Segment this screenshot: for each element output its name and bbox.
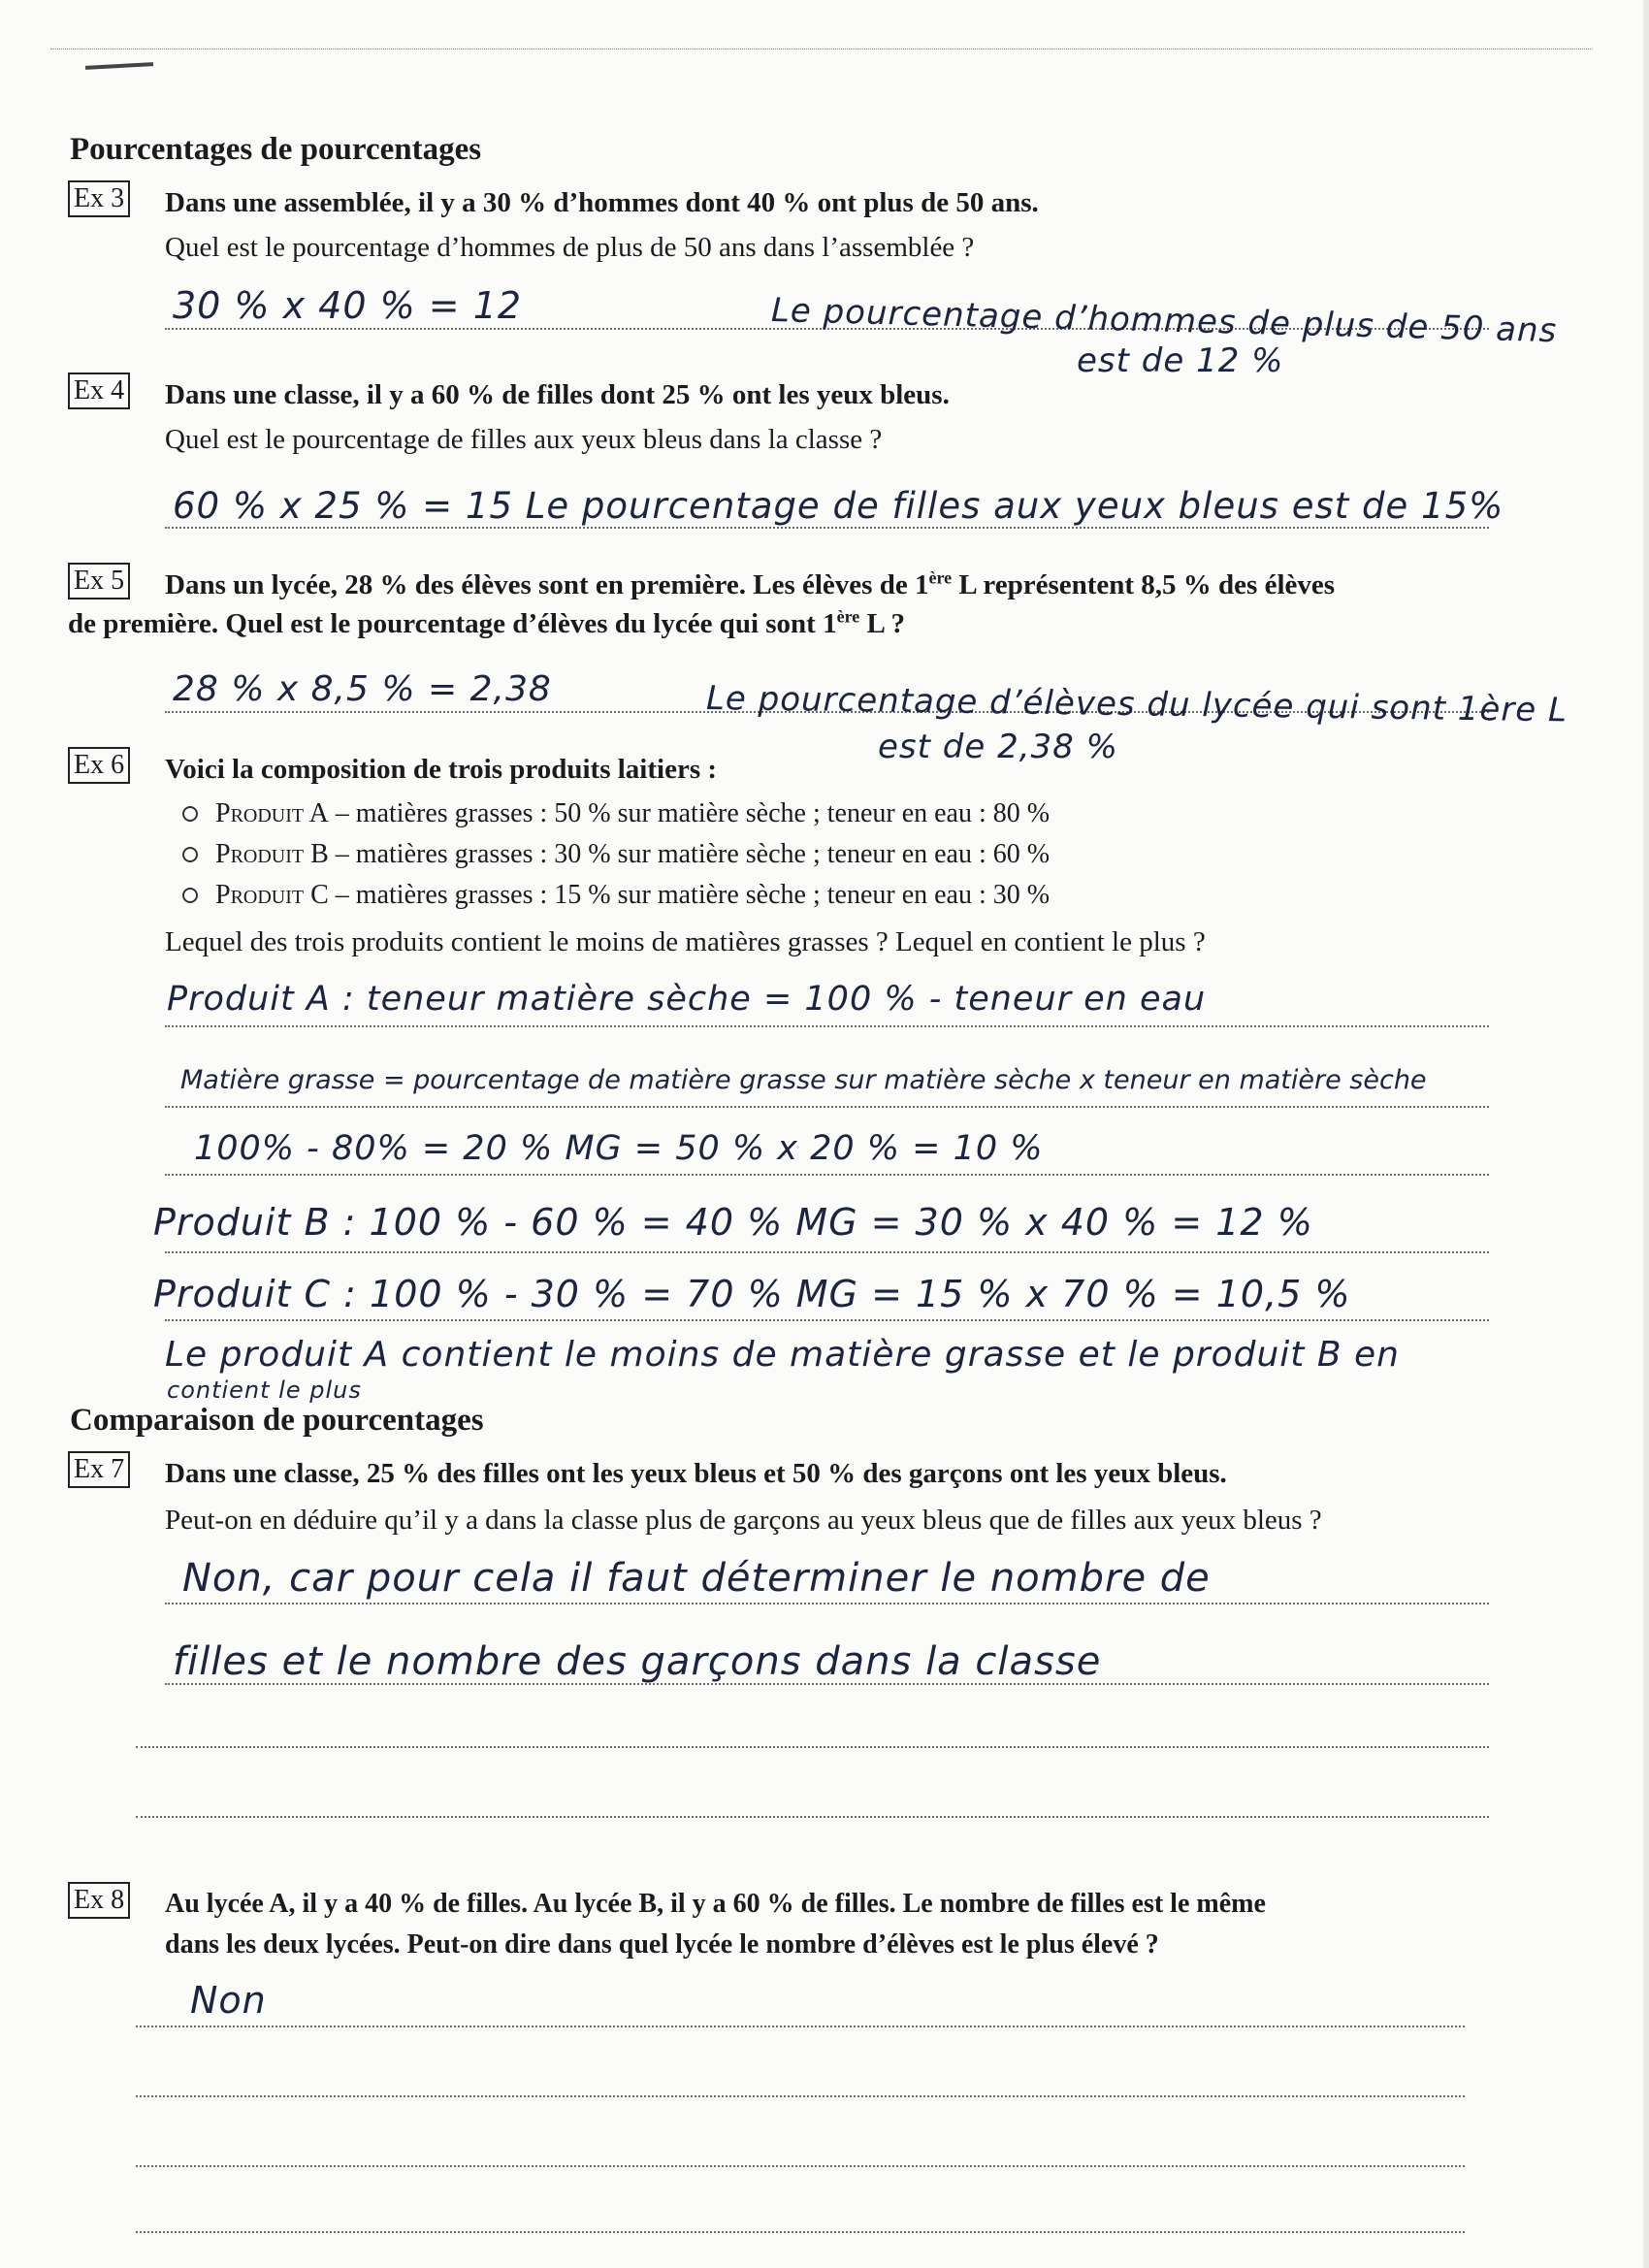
ex5-statement-line1: Dans un lycée, 28 % des élèves sont en première. Les élèves de 1ère L représentent 8,5 % des élèves: [165, 567, 1336, 600]
answer-line: [165, 1106, 1489, 1108]
page-edge: [1643, 0, 1649, 2268]
answer-line: [136, 2165, 1465, 2167]
ex6-question: Lequel des trois produits contient le moins de matières grasses ? Lequel en contient le plus ?: [165, 926, 1206, 957]
ex4-question: Quel est le pourcentage de filles aux yeux bleus dans la classe ?: [165, 424, 883, 455]
ex4-answer: 60 % x 25 % = 15 Le pourcentage de filles aux yeux bleus est de 15%: [173, 485, 1504, 527]
ex5-statement-line2: de première. Quel est le pourcentage d’élèves du lycée qui sont 1ère L ?: [68, 606, 905, 639]
ex6-product-c: Produit C – matières grasses : 15 % sur matière sèche ; teneur en eau : 30 %: [182, 877, 1050, 914]
ex6-answer-line6: Le produit A contient le moins de matière grasse et le produit B en: [165, 1335, 1400, 1375]
answer-line: [165, 1603, 1489, 1604]
ex3-statement: Dans une assemblée, il y a 30 % d’hommes dont 40 % ont plus de 50 ans.: [165, 187, 1039, 218]
ex5-label: Ex 5: [68, 563, 130, 599]
ex6-answer-line1: Produit A : teneur matière sèche = 100 % - teneur en eau: [167, 980, 1207, 1019]
ex8-label: Ex 8: [68, 1882, 130, 1919]
bullet-icon: [182, 806, 198, 822]
answer-line: [136, 2025, 1465, 2027]
scan-mark: [85, 62, 153, 70]
ex6-product-a: Produit A – matières grasses : 50 % sur matière sèche ; teneur en eau : 80 %: [182, 795, 1050, 832]
answer-line: [136, 2095, 1465, 2097]
answer-line: [136, 1816, 1489, 1818]
ex7-answer-line2: filles et le nombre des garçons dans la classe: [173, 1639, 1102, 1684]
ex6-statement: Voici la composition de trois produits laitiers :: [165, 754, 718, 785]
answer-line: [165, 1251, 1489, 1253]
ex8-statement-line2: dans les deux lycées. Peut-on dire dans quel lycée le nombre d’élèves est le plus élevé ?: [165, 1929, 1159, 1960]
bullet-icon: [182, 888, 198, 903]
answer-line: [136, 1746, 1489, 1748]
answer-line: [136, 2231, 1465, 2233]
ex8-statement-line1: Au lycée A, il y a 40 % de filles. Au lycée B, il y a 60 % de filles. Le nombre de filles est le même: [165, 1889, 1266, 1919]
ex3-question: Quel est le pourcentage d’hommes de plus de 50 ans dans l’assemblée ?: [165, 232, 975, 263]
section-title-pourcentages: Pourcentages de pourcentages: [70, 132, 482, 167]
ex4-label: Ex 4: [68, 373, 130, 409]
ex3-answer-text-2: est de 12 %: [1077, 341, 1284, 380]
answer-line: [165, 1174, 1489, 1176]
ex7-statement: Dans une classe, 25 % des filles ont les yeux bleus et 50 % des garçons ont les yeux bleus.: [165, 1458, 1227, 1489]
ex6-answer-line2: Matière grasse = pourcentage de matière grasse sur matière sèche x teneur en matière sèche: [180, 1065, 1427, 1095]
ex7-label: Ex 7: [68, 1451, 130, 1488]
ex7-question: Peut-on en déduire qu’il y a dans la classe plus de garçons au yeux bleus que de filles aux yeux bleus ?: [165, 1505, 1322, 1536]
ex6-product-b: Produit B – matières grasses : 30 % sur matière sèche ; teneur en eau : 60 %: [182, 836, 1050, 873]
ex5-answer-text: Le pourcentage d’élèves du lycée qui sont 1ère L: [705, 679, 1568, 730]
ex6-label: Ex 6: [68, 747, 130, 784]
ex3-answer-calc: 30 % x 40 % = 12: [173, 284, 523, 327]
ex6-answer-line4: Produit B : 100 % - 60 % = 40 % MG = 30 % x 40 % = 12 %: [153, 1201, 1313, 1244]
ex8-answer: Non: [190, 1979, 267, 2022]
answer-line: [165, 1025, 1489, 1027]
section-title-comparaison: Comparaison de pourcentages: [70, 1403, 484, 1438]
ex5-answer-text-2: est de 2,38 %: [878, 728, 1118, 766]
ex5-answer-calc: 28 % x 8,5 % = 2,38: [173, 669, 552, 709]
answer-line: [165, 527, 1489, 529]
ex6-answer-line5: Produit C : 100 % - 30 % = 70 % MG = 15 % x 70 % = 10,5 %: [153, 1273, 1351, 1315]
ex3-answer-text: Le pourcentage d’hommes de plus de 50 ans: [770, 291, 1558, 351]
answer-line: [165, 1319, 1489, 1321]
ex6-answer-line3: 100% - 80% = 20 % MG = 50 % x 20 % = 10 %: [194, 1129, 1044, 1168]
ex4-statement: Dans une classe, il y a 60 % de filles dont 25 % ont les yeux bleus.: [165, 379, 950, 410]
bullet-icon: [182, 847, 198, 862]
ex6-answer-line7: contient le plus: [167, 1377, 362, 1404]
ex7-answer-line1: Non, car pour cela il faut déterminer le nombre de: [182, 1556, 1211, 1601]
ex3-label: Ex 3: [68, 180, 130, 217]
